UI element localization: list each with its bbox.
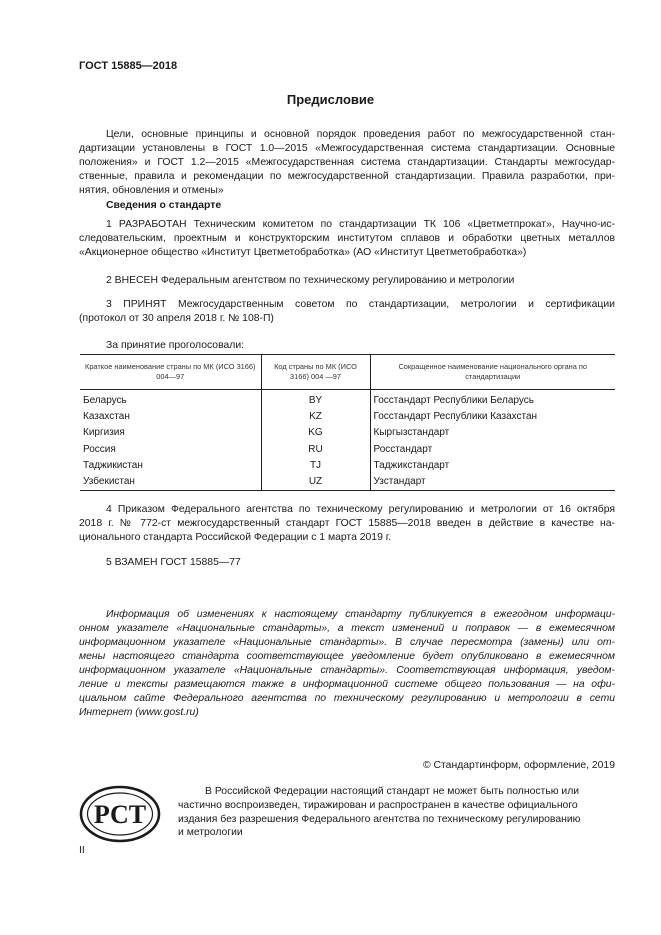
changes-info-line: Интернет (www.gost.ru): [79, 707, 199, 718]
code-cell: RU: [261, 441, 370, 457]
column-header: Код страны по МК (ИСО 3166) 004 —97: [261, 355, 370, 390]
table-row: [80, 408, 615, 424]
country-cell: Киргизия: [80, 425, 261, 441]
notice-line: В Российской Федерации настоящий стандарт не может быть полностью или: [205, 786, 580, 797]
body-cell: Госстандарт Республики Беларусь: [373, 394, 534, 406]
table-header-row: [80, 355, 615, 390]
code-cell: KZ: [261, 408, 370, 424]
code-cell: TJ: [261, 457, 370, 473]
page-title: Предисловие: [286, 92, 375, 107]
column-header: Сокращенное наименование национального органа по стандартизации: [370, 355, 615, 390]
notice-line: и метрологии: [178, 827, 243, 839]
item-developed-line: 1 РАЗРАБОТАН Техническим комитетом по стандартизации ТК 106 «Цветметпрокат», Научно-ис-: [106, 219, 615, 230]
country-cell: Беларусь: [80, 390, 261, 409]
changes-info-line: информационном указателе «Национальные стандарты». В случае пересмотра (замены) или от-: [79, 637, 615, 648]
changes-info-line: мены настоящего стандарта соответствующее уведомление будет опубликовано в ежемесячном: [79, 651, 615, 662]
item-developed-line: следовательским, проектным и конструкторским институтом сплавов и обработки цветных металлов: [79, 233, 615, 244]
changes-info-line: информационном указателе «Национальные стандарты». Соответствующая информация, уведом-: [79, 665, 615, 676]
item-submitted: 2 ВНЕСЕН Федеральным агентством по техническому регулированию и метрологии: [106, 275, 515, 286]
table-row: [80, 473, 615, 490]
column-header: Краткое наименование страны по МК (ИСО 3166) 004—97: [80, 355, 261, 390]
voting-table: [80, 354, 615, 491]
item-enacted-line: 2018 г. № 772-ст межгосударственный стандарт ГОСТ 15885—2018 введен в действие в качестве на-: [79, 518, 615, 529]
body-cell: Госстандарт Республики Казахстан: [373, 410, 538, 422]
table-row: [80, 425, 615, 441]
rst-mark-icon: [79, 785, 161, 843]
info-heading: Сведения о стандарте: [106, 200, 222, 211]
voted-label: За принятие проголосовали:: [106, 340, 245, 351]
table-row: [80, 441, 615, 457]
notice-line: издания без разрешения Федерального агентства по техническому регулированию: [178, 813, 581, 825]
item-developed: [79, 218, 615, 260]
item-enacted: [79, 503, 615, 545]
changes-info-line: Информация об изменениях к настоящему стандарту публикуется в ежегодном информаци-: [106, 609, 615, 620]
item-adopted-line: 3 ПРИНЯТ Межгосударственным советом по стандартизации, метрологии и сертификации: [106, 299, 615, 310]
item-enacted-line: ционального стандарта Российской Федерации с 1 марта 2019 г.: [79, 532, 392, 543]
country-cell: Россия: [80, 441, 261, 457]
table-row: [80, 457, 615, 473]
body-cell: Кыргызстандарт: [373, 427, 450, 439]
item-adopted: [79, 298, 615, 326]
changes-info-paragraph: [79, 608, 615, 720]
item-adopted-line: (протокол от 30 апреля 2018 г. № 108-П): [79, 313, 274, 324]
intro-line: ственные, правила и рекомендации по межгосударственной стандартизации. Правила разработки, при-: [79, 171, 615, 182]
changes-info-line: циальном сайте Федерального агентства по техническому регулированию и метрологии в сети: [79, 693, 615, 704]
item-enacted-line: 4 Приказом Федерального агентства по техническому регулированию и метрологии от 16 октября: [106, 504, 615, 515]
table-row: [80, 390, 615, 409]
code-cell: UZ: [261, 473, 370, 490]
country-cell: Таджикистан: [80, 457, 261, 473]
body-cell: Таджикстандарт: [373, 459, 450, 471]
changes-info-line: онном указателе «Национальные стандарты», а текст изменений и поправок — в ежемесячном: [79, 623, 615, 634]
doc-code-header: ГОСТ 15885—2018: [79, 60, 178, 72]
body-cell: Росстандарт: [373, 443, 433, 455]
code-cell: BY: [261, 390, 370, 409]
country-cell: Узбекистан: [80, 473, 261, 490]
copyright-line: © Стандартинформ, оформление, 2019: [422, 760, 615, 771]
item-replaces: 5 ВЗАМЕН ГОСТ 15885—77: [106, 557, 241, 568]
intro-paragraph: [79, 128, 615, 198]
page-number: II: [79, 845, 85, 856]
country-cell: Казахстан: [80, 408, 261, 424]
intro-line: нятия, обновления и отмены»: [79, 185, 224, 196]
rst-mark-text: РСТ: [93, 800, 147, 829]
notice-line: частично воспроизведен, тиражирован и распространен в качестве официального: [178, 799, 578, 811]
code-cell: KG: [261, 425, 370, 441]
intro-line: дартизации установлены в ГОСТ 1.0—2015 «Межгосударственная система стандартизации. Основные: [79, 143, 615, 154]
intro-line: Цели, основные принципы и основной порядок проведения работ по межгосударственной стан-: [106, 129, 615, 140]
intro-line: положения» и ГОСТ 1.2—2015 «Межгосударственная система стандартизации. Стандарты межгосудар-: [79, 157, 615, 168]
body-cell: Узстандарт: [370, 473, 615, 490]
changes-info-line: ление и тексты размещаются также в информационной системе общего пользования — на офи-: [79, 679, 615, 690]
item-developed-line: «Акционерное общество «Институт Цветметобработка» (АО «Институт Цветметобработка»): [79, 247, 527, 258]
copyright-notice: [178, 785, 614, 840]
